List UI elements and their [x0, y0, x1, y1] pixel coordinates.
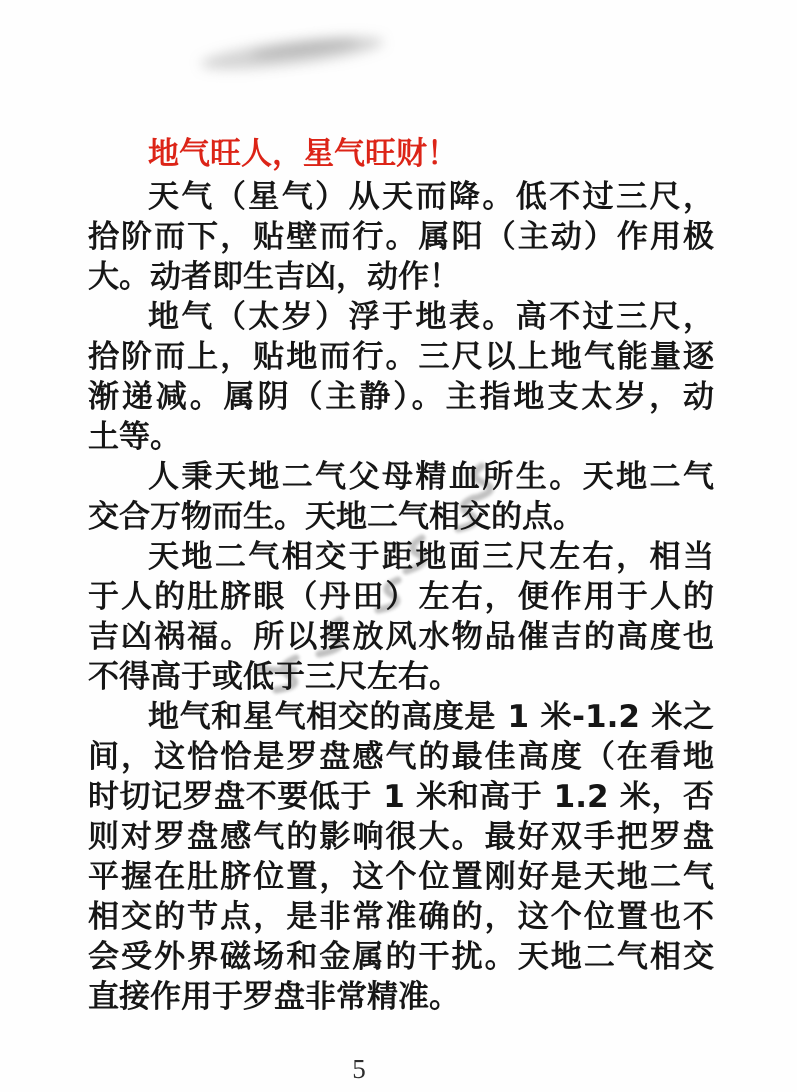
- text-line: 相交的节点，是非常准确的，这个位置也不: [88, 899, 714, 935]
- text-block: [88, 134, 714, 1017]
- paragraph: [88, 177, 714, 297]
- text-line: 土等。: [88, 419, 181, 455]
- text-line: 会受外界磁场和金属的干扰。天地二气相交: [88, 939, 714, 975]
- text-line: 间，这恰恰是罗盘感气的最佳高度（在看地: [88, 739, 714, 775]
- section-heading: 地气旺人，星气旺财！: [148, 136, 458, 172]
- scan-smudge-icon: [199, 30, 385, 76]
- text-line: 渐递减。属阴（主静）。主指地支太岁，动: [88, 379, 714, 415]
- text-line: 不得高于或低于三尺左右。: [88, 659, 460, 695]
- text-line: 吉凶祸福。所以摆放风水物品催吉的高度也: [88, 619, 714, 655]
- text-line: 交合万物而生。天地二气相交的点。: [88, 499, 584, 535]
- page-number: 5: [352, 1054, 366, 1084]
- text-line: 天地二气相交于距地面三尺左右，相当: [148, 539, 714, 575]
- text-line: 时切记罗盘不要低于 1 米和高于 1.2 米，否: [88, 779, 714, 815]
- paragraph: [88, 537, 714, 697]
- text-line: 人秉天地二气父母精血所生。天地二气: [148, 459, 714, 495]
- paragraph: [88, 697, 714, 1017]
- paragraph: [88, 297, 714, 457]
- text-line: 拾阶而上，贴地而行。三尺以上地气能量逐: [88, 339, 714, 375]
- paragraph: [88, 457, 714, 537]
- text-line: 则对罗盘感气的影响很大。最好双手把罗盘: [88, 819, 714, 855]
- text-line: 平握在肚脐位置，这个位置刚好是天地二气: [88, 859, 714, 895]
- text-line: 直接作用于罗盘非常精准。: [88, 979, 460, 1015]
- text-line: 地气和星气相交的高度是 1 米-1.2 米之: [148, 699, 714, 735]
- text-line: 拾阶而下，贴壁而行。属阳（主动）作用极: [88, 219, 714, 255]
- text-line: 于人的肚脐眼（丹田）左右，便作用于人的: [88, 579, 714, 615]
- text-line: 地气（太岁）浮于地表。高不过三尺，: [148, 299, 714, 335]
- text-line: 天气（星气）从天而降。低不过三尺，: [148, 179, 714, 215]
- text-line: 大。动者即生吉凶，动作！: [88, 259, 460, 295]
